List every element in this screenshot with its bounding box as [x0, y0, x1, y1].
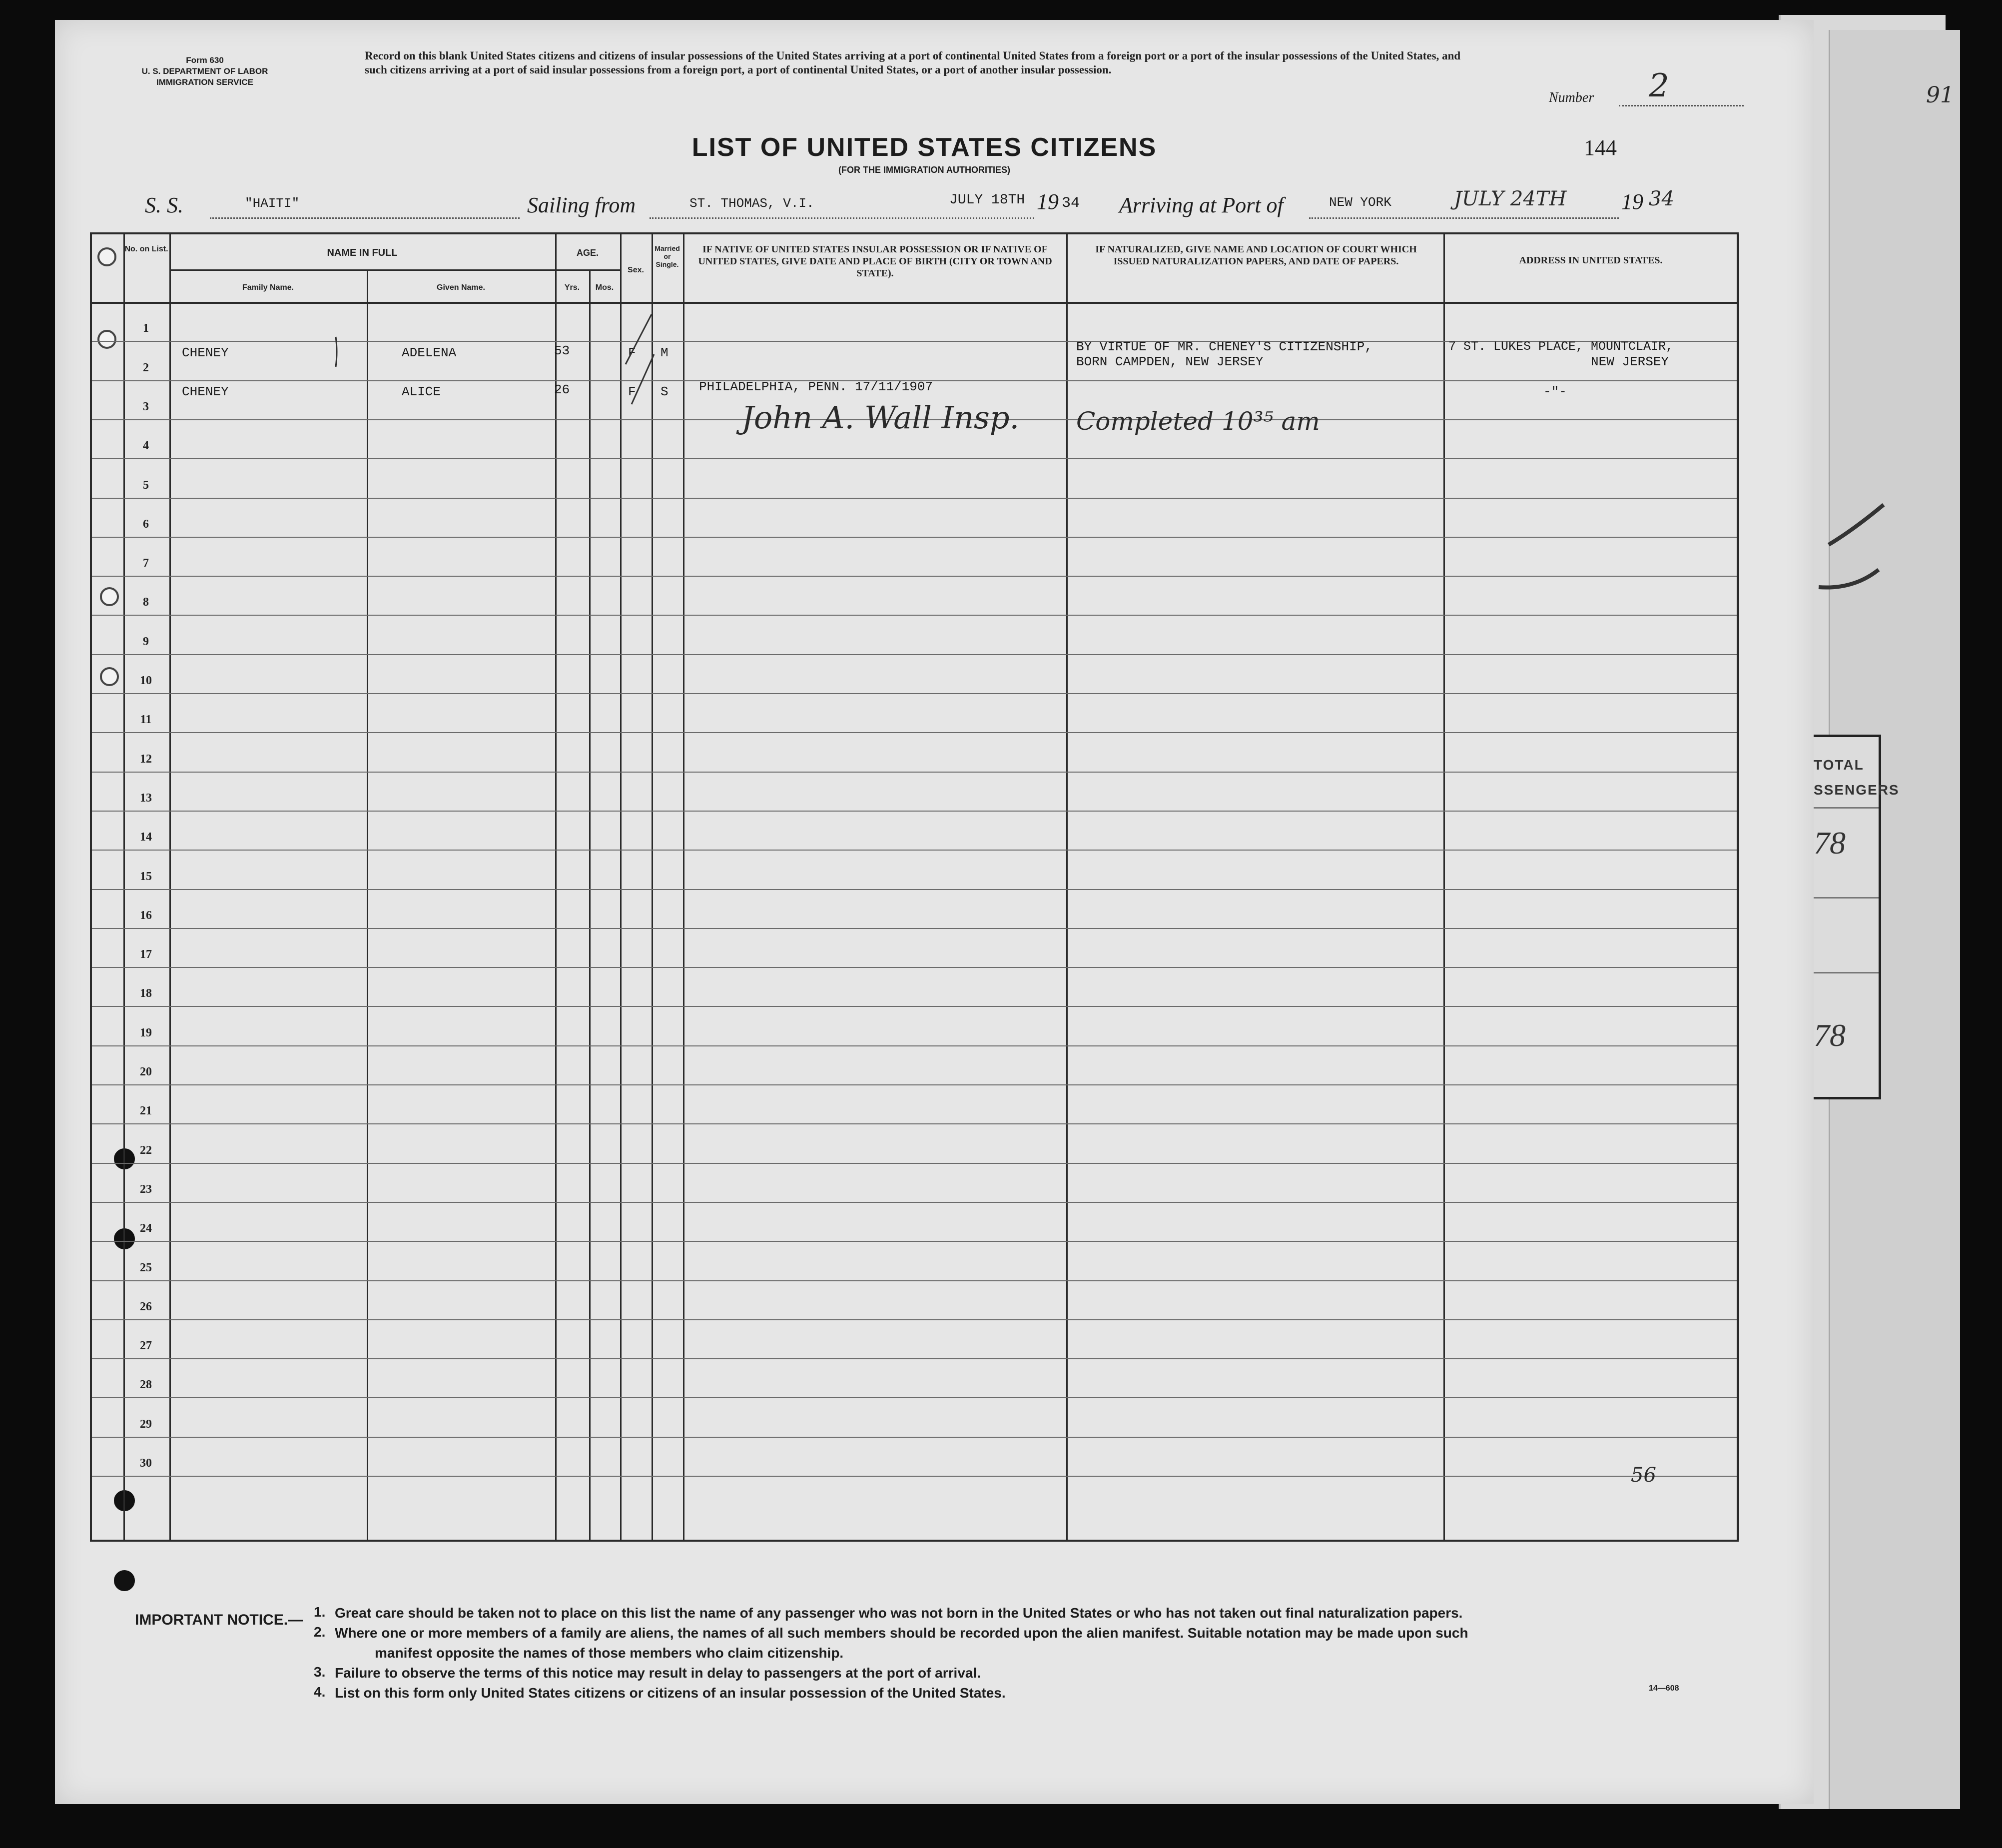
column-header-years: Yrs. [564, 283, 580, 292]
row-line [92, 1084, 1737, 1085]
column-divider [555, 234, 557, 1540]
notice-number: 3. [314, 1664, 326, 1680]
row-number: 16 [140, 909, 152, 922]
page-subtitle: (FOR THE IMMIGRATION AUTHORITIES) [838, 165, 1010, 175]
column-header-no: No. on List. [124, 245, 168, 253]
family-name: CHENEY [182, 384, 229, 399]
ss-label: S. S. [145, 193, 183, 217]
row-number: 25 [140, 1261, 152, 1274]
row-number: 30 [140, 1457, 152, 1470]
row-number: 1 [143, 322, 149, 335]
address: -"- [1543, 384, 1567, 399]
row-number: 3 [143, 400, 149, 413]
age-years: 53 [554, 343, 570, 358]
row-line [92, 615, 1737, 616]
row-line [92, 1045, 1737, 1046]
address: NEW JERSEY [1591, 354, 1669, 369]
row-line [92, 1319, 1737, 1320]
row-line [92, 1006, 1737, 1007]
binder-hole [114, 1570, 135, 1591]
row-number: 19 [140, 1026, 152, 1039]
department-name: U. S. DEPARTMENT OF LABOR [141, 66, 268, 76]
family-name: CHENEY [182, 345, 229, 360]
column-header-marital: Married or Single. [655, 244, 680, 268]
tab-value-1: 78 [1814, 825, 1846, 861]
notice-number: 1. [314, 1604, 326, 1620]
completed-note: Completed 10³⁵ am [1076, 407, 1320, 436]
address: 7 ST. LUKES PLACE, MOUNTCLAIR, [1448, 339, 1674, 354]
column-divider [620, 234, 622, 1540]
row-line [92, 811, 1737, 812]
column-header-birth: IF NATIVE OF UNITED STATES INSULAR POSSESSION OR IF NATIVE OF UNITED STATES, GIVE DATE AND PLACE OF BIRTH (CITY OR TOWN AND STATE). [698, 244, 1052, 279]
header-divider [169, 269, 622, 271]
row-line [92, 928, 1737, 929]
page-number: 144 [1584, 135, 1617, 160]
row-line [92, 1163, 1737, 1164]
notice-item: Great care should be taken not to place on this list the name of any passenger who was not born in the United States or who has not taken out final naturalization papers. [335, 1605, 1463, 1621]
notice-heading: IMPORTANT NOTICE.— [135, 1612, 303, 1628]
row-number: 21 [140, 1104, 152, 1118]
row-number: 15 [140, 870, 152, 883]
dotted-line [650, 217, 1034, 219]
form-number: Form 630 [186, 55, 224, 65]
marital-status: M [661, 345, 668, 360]
row-line [92, 537, 1737, 538]
column-divider [367, 269, 368, 1540]
inspector-signature: John A. Wall Insp. [741, 399, 1020, 436]
notice-item: manifest opposite the names of those members who claim citizenship. [375, 1645, 844, 1661]
row-number: 14 [140, 831, 152, 844]
row-line [92, 1476, 1737, 1477]
sex: F [628, 384, 636, 399]
column-divider [683, 234, 684, 1540]
column-divider [1066, 234, 1068, 1540]
service-name: IMMIGRATION SERVICE [156, 77, 253, 87]
column-header-name: NAME IN FULL [327, 247, 398, 258]
row-number: 28 [140, 1378, 152, 1392]
list-number-label: Number [1549, 90, 1594, 105]
pencil-scribble [1809, 500, 1889, 600]
arrival-port: NEW YORK [1329, 195, 1391, 210]
row-number: 22 [140, 1143, 152, 1157]
row-number: 26 [140, 1300, 152, 1313]
column-header-address: ADDRESS IN UNITED STATES. [1519, 255, 1663, 266]
given-name: ALICE [402, 384, 441, 399]
header-divider [92, 302, 1737, 304]
notice-item: List on this form only United States citizens or citizens of an insular possession of the United States. [335, 1685, 1006, 1701]
row-number: 8 [143, 596, 149, 609]
row-line [92, 967, 1737, 968]
row-number: 6 [143, 517, 149, 531]
page-title: LIST OF UNITED STATES CITIZENS [691, 133, 1157, 162]
bottom-mark: 56 [1631, 1464, 1656, 1487]
column-header-given-name: Given Name. [437, 283, 485, 292]
row-line [92, 850, 1737, 851]
arrival-year-prefix: 19 [1621, 189, 1643, 214]
given-name: ADELENA [402, 345, 457, 360]
row-number: 24 [140, 1222, 152, 1235]
column-header-naturalization: IF NATURALIZED, GIVE NAME AND LOCATION OF COURT WHICH ISSUED NATURALIZATION PAPERS, AND DATE OF PAPERS. [1095, 244, 1417, 267]
column-header-months: Mos. [595, 283, 614, 292]
dotted-line [210, 217, 520, 219]
row-number: 29 [140, 1417, 152, 1431]
arriving-port-label: Arriving at Port of [1119, 193, 1284, 217]
row-line [92, 1280, 1737, 1281]
sex: F [628, 345, 636, 360]
record-instructions: Record on this blank United States citizens and citizens of insular possessions of the United States arriving at a port of continental United States from a foreign port or a port of the insular possessions of the United States, and such citizens arriving at a port of said insular possessions from a foreign port, a port of continental United States, or a port of another insular possession. [365, 49, 1461, 76]
row-line [92, 576, 1737, 577]
column-divider [589, 269, 591, 1540]
notice-item: Where one or more members of a family are aliens, the names of all such members should be recorded upon the alien manifest. Suitable notation may be made upon such [335, 1625, 1468, 1641]
row-line [92, 1202, 1737, 1203]
notice-number: 2. [314, 1624, 326, 1640]
row-number: 9 [143, 635, 149, 648]
sailing-date: JULY 18TH [949, 192, 1025, 208]
corner-mark: 91 [1926, 82, 1954, 108]
row-line [92, 732, 1737, 733]
sailing-year: 34 [1062, 195, 1080, 212]
column-divider [1738, 234, 1739, 1540]
row-number: 5 [143, 478, 149, 492]
row-line [92, 693, 1737, 694]
row-line [92, 458, 1737, 459]
row-number: 27 [140, 1339, 152, 1353]
dotted-line [1619, 105, 1744, 106]
row-number: 12 [140, 752, 152, 766]
row-line [92, 889, 1737, 890]
notice-number: 4. [314, 1684, 326, 1700]
column-header-sex: Sex. [628, 266, 644, 274]
row-number: 18 [140, 987, 152, 1000]
row-line [92, 772, 1737, 773]
naturalization-details: BORN CAMPDEN, NEW JERSEY [1076, 354, 1264, 369]
list-number-value: 2 [1649, 67, 1669, 104]
sailing-port: ST. THOMAS, V.I. [689, 196, 814, 211]
age-years: 26 [554, 382, 570, 397]
naturalization-details: BY VIRTUE OF MR. CHENEY'S CITIZENSHIP, [1076, 339, 1372, 354]
row-line [92, 1397, 1737, 1398]
row-line [92, 1123, 1737, 1124]
dotted-line [1309, 217, 1619, 219]
column-header-age: AGE. [576, 248, 599, 258]
tab-value-2: 78 [1814, 1017, 1846, 1053]
row-number: 23 [140, 1182, 152, 1196]
birth-details: PHILADELPHIA, PENN. 17/11/1907 [699, 379, 933, 394]
row-line [92, 1437, 1737, 1438]
row-number: 13 [140, 791, 152, 805]
passenger-table [90, 232, 1739, 1542]
row-number: 17 [140, 948, 152, 961]
row-line [92, 1358, 1737, 1359]
row-number: 2 [143, 361, 149, 374]
sailing-from-label: Sailing from [527, 193, 636, 217]
form-identifier [110, 55, 300, 88]
handwritten-mark [617, 309, 662, 409]
form-code: 14—608 [1649, 1684, 1679, 1693]
row-line [92, 498, 1737, 499]
notice-item: Failure to observe the terms of this notice may result in delay to passengers at the port of arrival. [335, 1665, 981, 1681]
column-divider [1443, 234, 1445, 1540]
tab-label-total: TOTAL [1814, 757, 1864, 773]
marital-status: S [661, 384, 668, 399]
row-number: 20 [140, 1065, 152, 1078]
row-number: 10 [140, 674, 152, 687]
row-line [92, 654, 1737, 655]
ship-name: "HAITI" [245, 196, 300, 211]
tab-label-passengers: SSENGERS [1814, 782, 1900, 798]
column-divider [652, 234, 653, 1540]
arrival-year: 34 [1649, 187, 1674, 210]
column-header-family-name: Family Name. [242, 283, 294, 292]
row-line [92, 1241, 1737, 1242]
sailing-year-prefix: 19 [1037, 189, 1059, 214]
row-number: 4 [143, 439, 149, 453]
row-number: 11 [140, 713, 152, 727]
handwritten-mark [332, 334, 342, 369]
row-number: 7 [143, 557, 149, 570]
arrival-date: JULY 24TH [1454, 187, 1567, 210]
